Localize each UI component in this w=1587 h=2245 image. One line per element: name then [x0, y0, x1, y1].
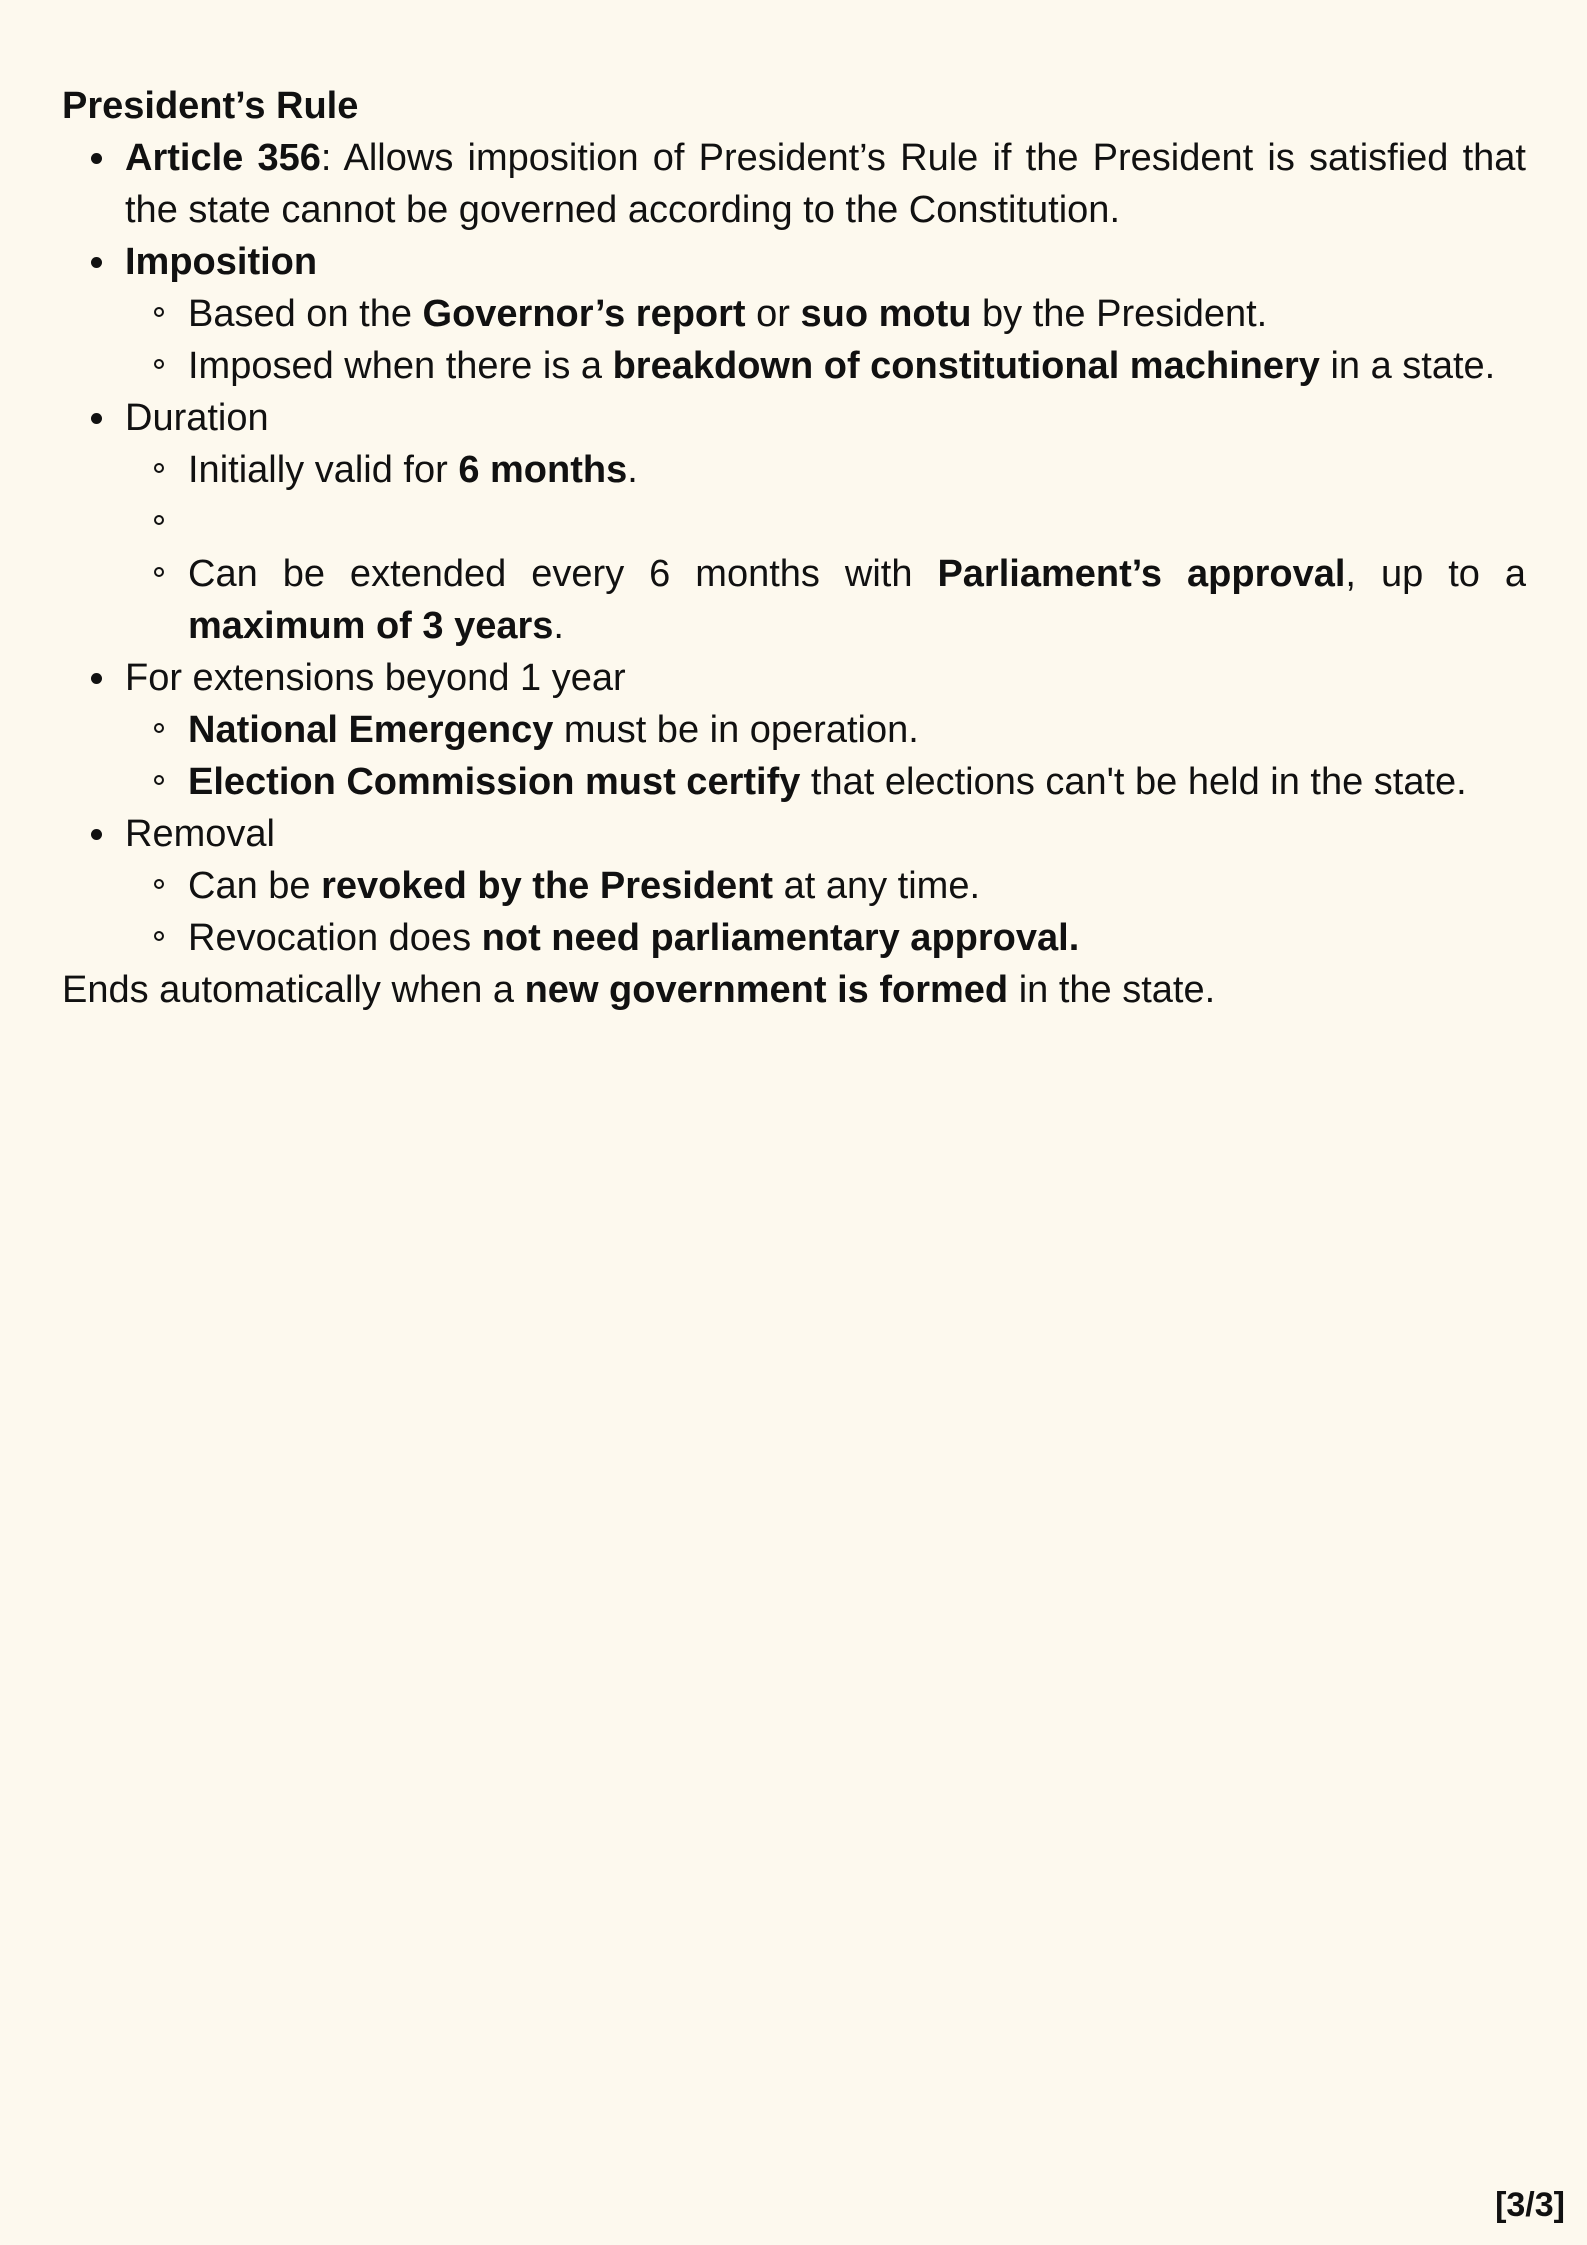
- sub-item: [188, 756, 1526, 808]
- sub-item-text: must be in operation.: [553, 709, 919, 751]
- list-item-removal: [125, 808, 1526, 964]
- list-item-imposition: [125, 236, 1526, 392]
- sub-item-bold: suo motu: [800, 293, 972, 335]
- closing-text: in the state.: [1008, 969, 1216, 1011]
- closing-text: Ends automatically when a: [62, 969, 525, 1011]
- extensions-sublist: [125, 704, 1526, 808]
- sub-item: [188, 548, 1526, 652]
- sub-item-text: Can be extended every 6 months with: [188, 553, 938, 595]
- removal-sublist: [125, 860, 1526, 964]
- sub-item-text: , up to a: [1345, 553, 1526, 595]
- sub-item-text: Can be: [188, 865, 322, 907]
- article-356-text: [125, 132, 1526, 236]
- imposition-sublist: [125, 288, 1526, 392]
- sub-item-text: .: [553, 605, 564, 647]
- sub-item: [188, 912, 1526, 964]
- sub-item: [188, 288, 1526, 340]
- sub-item-bold: Parliament’s approval: [937, 553, 1346, 595]
- sub-item-bold: 6 months: [458, 449, 628, 491]
- sub-item-text: Revocation does: [188, 917, 482, 959]
- section-title: President’s Rule: [62, 85, 359, 127]
- list-item-article-356: [125, 132, 1526, 236]
- duration-sublist: [125, 444, 1526, 652]
- list-item-duration: [125, 392, 1526, 652]
- sub-item-text: Imposed when there is a: [188, 345, 613, 387]
- sub-item-bold: maximum of 3 years: [188, 605, 554, 647]
- article-356-description: : Allows imposition of President’s Rule if the President is satisfied that the state cannot be governed according to the Constitution.: [125, 137, 1526, 231]
- sub-item-bold: Election Commission must certify: [188, 761, 801, 803]
- sub-item-text: or: [745, 293, 801, 335]
- list-item-extensions: [125, 652, 1526, 808]
- sub-item-text: that elections can't be held in the state.: [800, 761, 1467, 803]
- duration-heading: Duration: [125, 397, 269, 439]
- sub-item: [188, 860, 1526, 912]
- sub-item-bold: Governor’s report: [422, 293, 746, 335]
- main-list: [62, 132, 1526, 964]
- sub-item-empty: [188, 496, 1526, 548]
- sub-item: [188, 444, 1526, 496]
- sub-item-bold: National Emergency: [188, 709, 554, 751]
- sub-item: [188, 704, 1526, 756]
- sub-item: [188, 340, 1526, 392]
- sub-item-bold: revoked by the President: [321, 865, 774, 907]
- sub-item-text: .: [627, 449, 638, 491]
- article-356-label: Article 356: [125, 137, 321, 179]
- sub-item-text: Based on the: [188, 293, 423, 335]
- sub-item-text: Initially valid for: [188, 449, 459, 491]
- imposition-heading: Imposition: [125, 241, 318, 283]
- sub-item-text: by the President.: [971, 293, 1268, 335]
- closing-line: [62, 964, 1526, 1016]
- removal-heading: Removal: [125, 813, 275, 855]
- document-body: [62, 80, 1526, 1016]
- page-number: [3/3]: [1495, 2186, 1565, 2224]
- sub-item-bold: not need parliamentary approval.: [481, 917, 1080, 959]
- closing-bold: new government is formed: [524, 969, 1009, 1011]
- sub-item-text: at any time.: [773, 865, 981, 907]
- sub-item-text: in a state.: [1319, 345, 1496, 387]
- sub-item-bold: breakdown of constitutional machinery: [612, 345, 1320, 387]
- extensions-heading: For extensions beyond 1 year: [125, 657, 626, 699]
